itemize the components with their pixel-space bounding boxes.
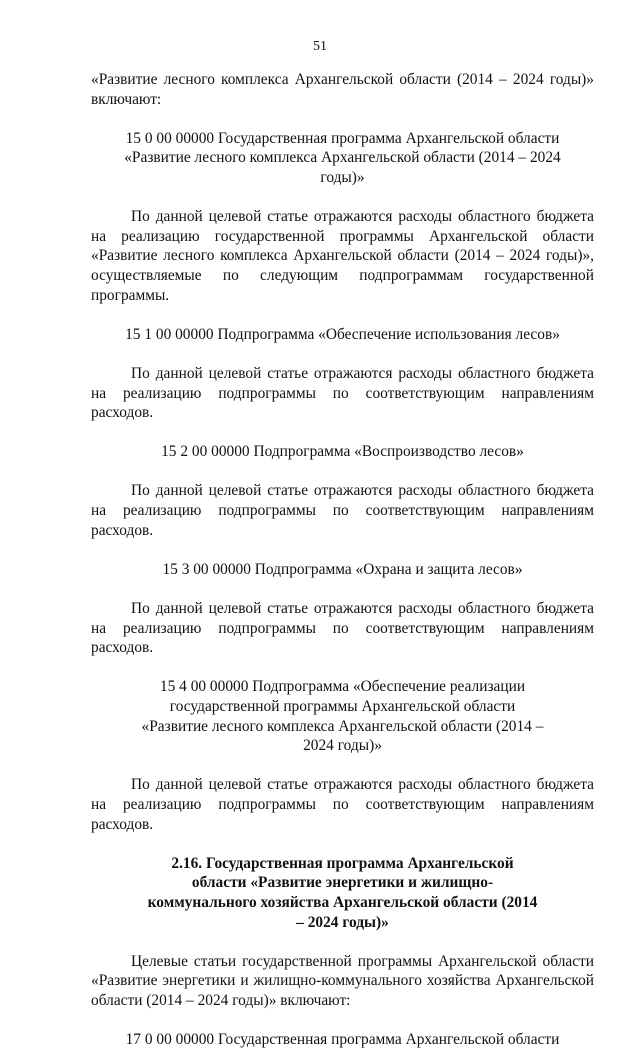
- paragraph-subprogram-15-1-desc: По данной целевой статье отражаются расходы областного бюджета на реализацию подпрограммы по соответствующим направлениям расходов.: [91, 364, 594, 422]
- page-number: 51: [313, 39, 327, 54]
- section-heading-2-16: 2.16. Государственная программа Архангельской области «Развитие энергетики и жилищно-коммунального хозяйства Архангельской области (2014 – 2024 годы)»: [147, 854, 538, 931]
- heading-subprogram-15-2: 15 2 00 00000 Подпрограмма «Воспроизводство лесов»: [161, 443, 524, 461]
- heading-subprogram-15-3: 15 3 00 00000 Подпрограмма «Охрана и защита лесов»: [162, 560, 523, 578]
- heading-subprogram-15-4: 15 4 00 00000 Подпрограмма «Обеспечение реализации государственной программы Архангельской области «Развитие лесного комплекса Архангельской области (2014 – 2024 годы)»: [141, 678, 544, 755]
- heading-program-15: 15 0 00 00000 Государственная программа Архангельской области «Развитие лесного комплекса Архангельской области (2014 – 2024 годы)»: [124, 129, 561, 186]
- heading-program-17: 17 0 00 00000 Государственная программа Архангельской области: [125, 1031, 560, 1049]
- heading-subprogram-15-1: 15 1 00 00000 Подпрограмма «Обеспечение использования лесов»: [125, 325, 560, 343]
- paragraph-section-2-16-intro: Целевые статьи государственной программы Архангельской области «Развитие энергетики и жилищно-коммунального хозяйства Архангельской области (2014 – 2024 годы)» включают:: [91, 952, 594, 1009]
- document-body: [91, 70, 594, 1050]
- paragraph-intro: «Развитие лесного комплекса Архангельской области (2014 – 2024 годы)» включают:: [91, 71, 594, 108]
- paragraph-subprogram-15-4-desc: По данной целевой статье отражаются расходы областного бюджета на реализацию подпрограммы по соответствующим направлениям расходов.: [91, 776, 594, 833]
- paragraph-program-15-desc: По данной целевой статье отражаются расходы областного бюджета на реализацию государственной программы Архангельской области «Развитие лесного комплекса Архангельской области (2014 – 2024 годы)», осуществляемые по следующим подпрограммам государственной программы.: [91, 208, 594, 304]
- paragraph-subprogram-15-2-desc: По данной целевой статье отражаются расходы областного бюджета на реализацию подпрограммы по соответствующим направлениям расходов.: [91, 482, 594, 539]
- paragraph-subprogram-15-3-desc: По данной целевой статье отражаются расходы областного бюджета на реализацию подпрограммы по соответствующим направлениям расходов.: [91, 600, 594, 657]
